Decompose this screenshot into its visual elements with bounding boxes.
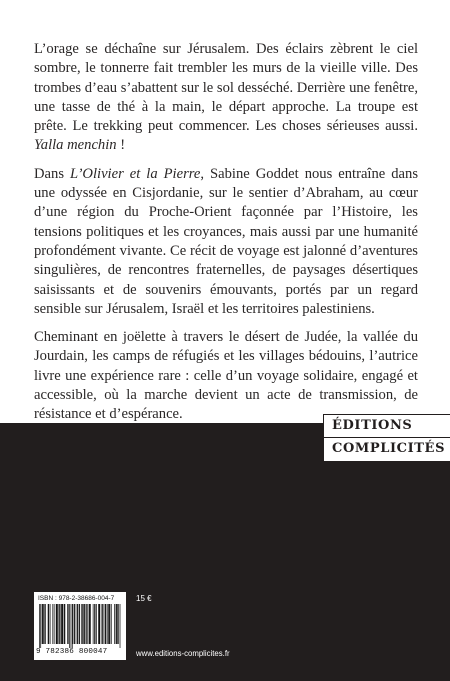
barcode-bar <box>108 604 109 644</box>
barcode-bar <box>69 604 70 648</box>
barcode-bar <box>117 604 118 644</box>
barcode-bar <box>116 604 117 644</box>
barcode-bar <box>99 604 100 644</box>
barcode-bar <box>62 604 63 644</box>
barcode-bar <box>82 604 83 644</box>
barcode-bar <box>120 604 121 648</box>
barcode-bar <box>83 604 84 644</box>
barcode-bar <box>42 604 43 644</box>
barcode-bar <box>42 604 43 644</box>
barcode-bar <box>111 604 112 644</box>
barcode-bar <box>44 604 45 644</box>
barcode-bar <box>98 604 99 644</box>
barcode-bar <box>81 604 82 644</box>
barcode-bar <box>54 604 55 644</box>
website-label: www.editions-complicites.fr <box>136 649 230 658</box>
barcode-bar <box>106 604 107 644</box>
barcode-bar <box>109 604 110 644</box>
paragraph-2 <box>34 165 418 319</box>
barcode-bar <box>64 604 65 644</box>
barcode-bar <box>65 604 66 644</box>
barcode-image <box>39 604 121 648</box>
barcode-bar <box>116 604 117 644</box>
barcode-bar <box>43 604 44 644</box>
paragraph-1-end: ! <box>116 137 126 154</box>
barcode-bar <box>59 604 60 644</box>
barcode-panel <box>34 592 126 660</box>
barcode-bar <box>89 604 90 644</box>
barcode-bar <box>39 604 40 648</box>
barcode-bar <box>86 604 87 644</box>
barcode-bar <box>50 604 51 644</box>
barcode-bar <box>77 604 78 644</box>
book-title: L’Olivier et la Pierre <box>70 165 201 182</box>
barcode-bar <box>40 604 41 648</box>
barcode-bar <box>107 604 108 644</box>
ean-digits: 9 782386 800047 <box>36 648 108 656</box>
publisher-line-2: COMPLICITÉS <box>324 437 450 457</box>
barcode-bar <box>67 604 68 644</box>
barcode-bar <box>110 604 111 644</box>
barcode-bar <box>89 604 90 644</box>
paragraph-2-intro: Dans <box>34 165 70 182</box>
barcode-bar <box>68 604 69 644</box>
barcode-bar <box>56 604 57 644</box>
barcode-bar <box>104 604 105 644</box>
barcode-bar <box>58 604 59 644</box>
barcode-bar <box>74 604 75 644</box>
barcode-bar <box>99 604 100 644</box>
publisher-logo <box>323 414 450 462</box>
barcode-bar <box>79 604 80 644</box>
barcode-bar <box>102 604 103 644</box>
barcode-bar <box>71 604 72 648</box>
barcode-bar <box>61 604 62 644</box>
paragraph-1-text: L’orage se déchaîne sur Jérusalem. Des éclairs zèbrent le ciel sombre, le tonnerre fait trembler les murs de la vieille ville. Des trombes d’eau s’abattent sur le sol desséché. Derrière une fenêtre, une tasse de thé à la main, le départ approche. La troupe est prête. Le trekking peut commencer. Les choses sérieuses aussi. <box>34 41 418 135</box>
paragraph-1-italic: Yalla menchin <box>34 137 117 154</box>
barcode-bar <box>95 604 96 644</box>
barcode-bar <box>48 604 49 644</box>
barcode-bar <box>96 604 97 644</box>
barcode-bar <box>52 604 53 644</box>
barcode-bar <box>79 604 80 644</box>
publisher-line-1: ÉDITIONS <box>332 418 413 433</box>
barcode-bar <box>114 604 115 644</box>
barcode-bar <box>84 604 85 644</box>
barcode-bar <box>90 604 91 644</box>
paragraph-1 <box>34 40 418 156</box>
barcode-bar <box>48 604 49 644</box>
barcode-bar <box>72 604 73 648</box>
barcode-bar <box>61 604 62 644</box>
barcode-bar <box>75 604 76 644</box>
barcode-bar <box>102 604 103 644</box>
barcode-bar <box>77 604 78 644</box>
back-cover-text <box>34 40 418 434</box>
barcode-bar <box>118 604 119 644</box>
barcode-bar <box>63 604 64 644</box>
barcode-bar <box>45 604 46 644</box>
price-label: 15 € <box>136 594 152 603</box>
barcode-bar <box>56 604 57 644</box>
barcode-bar <box>94 604 95 644</box>
barcode-bar <box>93 604 94 644</box>
isbn-label: ISBN : 978-2-38686-004-7 <box>38 595 115 602</box>
barcode-bar <box>105 604 106 644</box>
barcode-bar <box>73 604 74 644</box>
paragraph-2-text: , Sabine Goddet nous entraîne dans une odyssée en Cisjordanie, sur le sentier d’Abraham, au cœur d’une région du Proche-Orient façonnée par l’Histoire, les tensions politiques et les croyances, mais aussi par une humanité profondément vivante. Ce récit de voyage est jalonné d’aventures singulières, de rencontres fraternelles, de paysages désertiques saisissants et de souvenirs émouvants, portés par un regard sensible sur Jérusalem, Israël et les territoires palestiniens. <box>34 165 419 317</box>
paragraph-3: Cheminant en joëlette à travers le désert de Judée, la vallée du Jourdain, les camps de réfugiés et les villages bédouins, l’autrice livre une expérience rare : celle d’un voyage solidaire, engagé et accessible, où la marche devient un acte de transmission, de résistance et d’espérance. <box>34 329 418 423</box>
barcode-bar <box>87 604 88 644</box>
barcode-bar <box>85 604 86 644</box>
barcode-bar <box>57 604 58 644</box>
